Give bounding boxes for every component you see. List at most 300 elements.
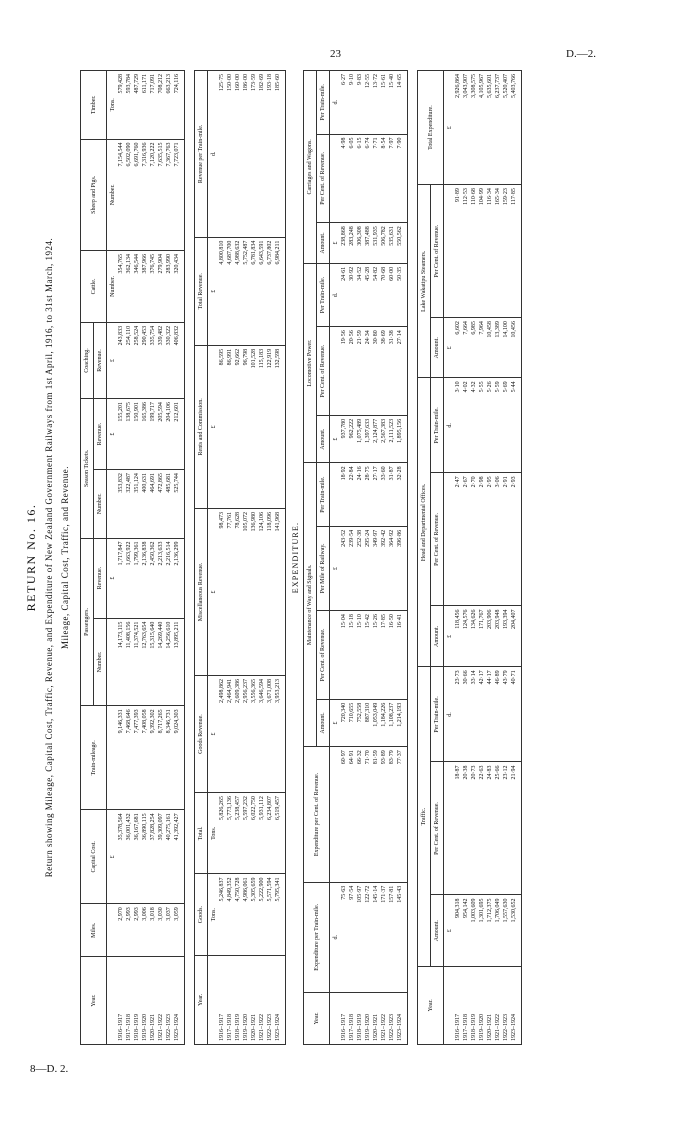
value-cell: 31·87 (388, 463, 396, 526)
value-cell: 5,246,837 (218, 874, 226, 955)
value-cell: 2,450,362 (149, 538, 157, 618)
col-year: Year. (81, 957, 107, 1045)
value-cell: 34·52 (356, 263, 364, 326)
value-cell: 6,502,090 (125, 139, 133, 250)
value-cell: 93·89 (380, 747, 388, 882)
value-cell: 27·14 (396, 327, 408, 416)
table-row (133, 71, 141, 1045)
value-cell: 7,367,763 (165, 139, 173, 250)
value-cell: 1,397,633 (364, 415, 372, 463)
value-cell: 14,256,610 (165, 618, 173, 706)
value-cell: 83·79 (388, 747, 396, 882)
value-cell: 2·67 (462, 473, 470, 606)
value-cell: 64·91 (348, 747, 356, 882)
unit-cell (444, 473, 455, 606)
value-cell: 78,628 (234, 508, 242, 675)
value-cell: 22·84 (348, 463, 356, 526)
value-cell: 21·94 (510, 762, 522, 895)
value-cell: 60·00 (388, 263, 396, 326)
value-cell: 92,662 (234, 345, 242, 508)
value-cell: 335,754 (149, 322, 157, 398)
col-maint-pct: Per Cent. of Revenue. (317, 611, 330, 700)
value-cell: 4,105,967 (478, 71, 486, 185)
value-cell: 1,108,237 (388, 699, 396, 747)
unit-cell: £ (107, 399, 118, 470)
value-cell: 5,403,766 (510, 71, 522, 185)
value-cell: 3·10 (454, 378, 462, 473)
value-cell: 15·04 (340, 611, 348, 700)
value-cell: 290,453 (141, 322, 149, 398)
year-cell: 1918–1919 (133, 957, 141, 1045)
mileage-capital-traffic-table (80, 70, 185, 1045)
col-year: Year. (418, 966, 444, 1044)
rotated-return-content (24, 70, 690, 1045)
table-row (348, 71, 356, 1045)
value-cell: 14,269,440 (157, 618, 165, 706)
value-cell: 8,346,731 (165, 706, 173, 810)
unit-cell: £ (107, 810, 118, 904)
year-cell: 1921–1922 (494, 966, 502, 1044)
value-cell: 1,075,489 (356, 415, 364, 463)
value-cell: 2,136,838 (141, 538, 149, 618)
year-cell: 1923–1924 (173, 957, 185, 1045)
value-cell: 5,795,341 (274, 874, 286, 955)
col-exp-pct-revenue: Expenditure per Cent. of Revenue. (304, 747, 330, 882)
year-cell: 1922–1923 (266, 955, 274, 1044)
value-cell: 24·83 (486, 762, 494, 895)
value-cell: 1,895,156 (396, 415, 408, 463)
col-exp-per-train-mile: Expenditure per Train-mile. (304, 882, 330, 992)
value-cell: 11,374,521 (133, 618, 141, 706)
col-loco-pct: Per Cent. of Revenue. (317, 327, 330, 416)
unit-row (107, 71, 118, 1045)
footer-reference: 8—D. 2. (30, 1063, 69, 1075)
value-cell: 1,706,049 (494, 895, 502, 966)
value-cell: 7·97 (388, 134, 396, 223)
year-cell: 1919–1920 (242, 955, 250, 1044)
value-cell: 7,477,393 (133, 706, 141, 810)
value-cell: 3,030 (157, 904, 165, 957)
value-cell: 98,473 (218, 508, 226, 675)
value-cell: 6,643,591 (258, 237, 266, 345)
value-cell: 2·70 (470, 473, 478, 606)
unit-cell (208, 955, 219, 1044)
value-cell: 14,173,115 (117, 618, 125, 706)
col-traffic-per-train-mile: Per Train-mile. (431, 667, 444, 762)
table-row (173, 71, 185, 1045)
value-cell: 155,201 (117, 399, 125, 470)
value-cell: 283,248 (348, 223, 356, 264)
value-cell: 171,767 (478, 606, 486, 667)
table-row (372, 71, 380, 1045)
value-cell: 4·02 (462, 378, 470, 473)
unit-cell: £ (444, 606, 455, 667)
unit-cell (444, 762, 455, 895)
value-cell: 185·60 (274, 71, 286, 238)
value-cell: 4,800,810 (218, 237, 226, 345)
value-cell: 13·72 (372, 71, 380, 135)
col-group-coaching: Coaching. (81, 322, 94, 398)
value-cell: 349·97 (372, 526, 380, 610)
unit-cell: d. (208, 71, 219, 238)
table-row (274, 71, 286, 1045)
value-cell: 30·80 (372, 327, 380, 416)
table-row (388, 71, 396, 1045)
value-cell: 7,316,936 (141, 139, 149, 250)
table4-body (444, 71, 522, 1045)
col-lake-amount: Amount. (431, 318, 444, 378)
col-goods-tons: Goods. (195, 874, 208, 955)
value-cell: 81·59 (372, 747, 380, 882)
value-cell: 173·59 (250, 71, 258, 238)
value-cell: 36,167,681 (133, 810, 141, 904)
value-cell: 203,948 (494, 606, 502, 667)
unit-cell (444, 185, 455, 318)
col-group-head-offices: Head and Departmental Offices. (418, 378, 431, 667)
unit-cell (330, 134, 341, 223)
table-row (234, 71, 242, 1045)
value-cell: 550,562 (396, 223, 408, 264)
col-passenger-number: Number. (94, 618, 107, 706)
value-cell: 5,238,457 (234, 793, 242, 874)
col-head-per-train-mile: Per Train-mile. (431, 378, 444, 473)
year-cell: 1921–1922 (157, 957, 165, 1045)
value-cell: 125·75 (218, 71, 226, 238)
table-row (502, 71, 510, 1045)
value-cell: 43·79 (502, 667, 510, 762)
value-cell: 531,935 (372, 223, 380, 264)
value-cell: 44·17 (486, 667, 494, 762)
year-cell: 1916–1917 (340, 992, 348, 1044)
value-cell: 579,428 (117, 71, 125, 140)
value-cell: 39,309,097 (157, 810, 165, 904)
value-cell: 2·47 (454, 473, 462, 606)
value-cell: 86,595 (218, 345, 226, 508)
value-cell: 7,408,058 (141, 706, 149, 810)
value-cell: 17·85 (380, 611, 388, 700)
table-row (340, 71, 348, 1045)
value-cell: 7,964 (478, 318, 486, 378)
year-cell: 1917–1918 (348, 992, 356, 1044)
value-cell: 105,072 (242, 508, 250, 675)
year-cell: 1917–1918 (125, 957, 133, 1045)
unit-cell: £ (330, 526, 341, 610)
value-cell: 1,799,361 (133, 538, 141, 618)
value-cell: 18·92 (340, 463, 348, 526)
unit-cell: d. (330, 263, 341, 326)
value-cell: 4,687,700 (226, 237, 234, 345)
value-cell: 6,691,760 (133, 139, 141, 250)
value-cell: 66·32 (356, 747, 364, 882)
value-cell: 962,222 (348, 415, 356, 463)
unit-cell: £ (208, 508, 219, 675)
value-cell: 23·12 (502, 762, 510, 895)
value-cell: 376,745 (149, 251, 157, 323)
value-cell: 9·10 (348, 71, 356, 135)
unit-cell: £ (444, 318, 455, 378)
unit-cell: £ (208, 345, 219, 508)
table-row (218, 71, 226, 1045)
unit-cell: d. (330, 71, 341, 135)
value-cell: 15·40 (388, 71, 396, 135)
return-subtitle: Mileage, Capital Cost, Traffic, and Revenue. (60, 465, 70, 650)
col-group-lake-steamers: Lake Wakatipu Steamers. (418, 185, 431, 378)
col-cattle: Cattle. (81, 251, 107, 323)
value-cell: 101,528 (250, 345, 258, 508)
col-group-maintenance: Maintenance of Way and Signals. (304, 463, 317, 747)
value-cell: 14,100 (502, 318, 510, 378)
year-cell: 1918–1919 (234, 955, 242, 1044)
value-cell: 1,712,375 (486, 895, 494, 966)
value-cell: 7,468,646 (125, 706, 133, 810)
value-cell: 165,386 (141, 399, 149, 470)
table-row (258, 71, 266, 1045)
unit-cell (330, 992, 341, 1044)
year-cell: 1917–1918 (462, 966, 470, 1044)
value-cell: 593,784 (125, 71, 133, 140)
value-cell: 12·55 (364, 71, 372, 135)
table-row (266, 71, 274, 1045)
goods-revenue-table (194, 70, 286, 1045)
col-head-pct: Per Cent. of Revenue. (431, 473, 444, 606)
value-cell: 322,487 (125, 470, 133, 538)
value-cell: 136,980 (250, 508, 258, 675)
value-cell: 18·87 (454, 762, 462, 895)
unit-cell (107, 706, 118, 810)
value-cell: 24·34 (364, 327, 372, 416)
table-row (157, 71, 165, 1045)
value-cell: 387,966 (141, 251, 149, 323)
col-maint-amount: Amount. (317, 699, 330, 747)
value-cell: 27·17 (372, 463, 380, 526)
value-cell: 40·71 (510, 667, 522, 762)
value-cell: 15·42 (364, 611, 372, 700)
value-cell: 2,993 (133, 904, 141, 957)
value-cell: 19·56 (340, 327, 348, 416)
value-cell: 37,828,254 (149, 810, 157, 904)
table2-body (208, 71, 286, 1045)
value-cell: 199,717 (149, 399, 157, 470)
value-cell: 60·97 (340, 747, 348, 882)
value-cell: 506,782 (380, 223, 388, 264)
value-cell: 112·53 (462, 185, 470, 318)
value-cell: 212,601 (173, 399, 185, 470)
value-cell: 4·32 (470, 378, 478, 473)
value-cell: 7·71 (372, 134, 380, 223)
unit-cell: £ (330, 223, 341, 264)
value-cell: 6·74 (364, 134, 372, 223)
year-cell: 1923–1924 (396, 992, 408, 1044)
value-cell: 611,171 (141, 71, 149, 140)
value-cell: 116·34 (486, 185, 494, 318)
value-cell: 5,826,265 (218, 793, 226, 874)
col-sheep-pigs: Sheep and Pigs. (81, 139, 107, 250)
value-cell: 12,763,654 (141, 618, 149, 706)
value-cell: 75·63 (340, 882, 348, 992)
value-cell: 9,392,302 (149, 706, 157, 810)
unit-cell (330, 463, 341, 526)
value-cell: 32·28 (396, 463, 408, 526)
value-cell: 36,001,432 (125, 810, 133, 904)
table-row (165, 71, 173, 1045)
value-cell: 5,931,112 (258, 793, 266, 874)
year-cell: 1922–1923 (388, 992, 396, 1044)
value-cell: 1,301,695 (478, 895, 486, 966)
value-cell: 20·73 (470, 762, 478, 895)
unit-cell (107, 904, 118, 957)
year-cell: 1918–1919 (356, 992, 364, 1044)
value-cell: 4,750,728 (234, 874, 242, 955)
value-cell: 182·69 (258, 71, 266, 238)
col-total-expenditure: Total Expenditure. (418, 71, 444, 185)
year-cell: 1920–1921 (250, 955, 258, 1044)
value-cell: 11,408,156 (125, 618, 133, 706)
year-cell: 1919–1920 (478, 966, 486, 1044)
value-cell: 354,765 (117, 251, 125, 323)
value-cell: 306,308 (356, 223, 364, 264)
col-group-carriages: Carriages and Wagons. (304, 71, 317, 264)
col-carr-amount: Amount. (317, 223, 330, 264)
value-cell: 6·15 (356, 134, 364, 223)
unit-cell (330, 747, 341, 882)
value-cell: 406,832 (173, 322, 185, 398)
value-cell: 5,773,136 (226, 793, 234, 874)
value-cell: 2·95 (486, 473, 494, 606)
value-cell: 252·38 (356, 526, 364, 610)
value-cell: 23·73 (454, 667, 462, 762)
unit-cell: £ (444, 71, 455, 185)
col-loco-amount: Amount. (317, 415, 330, 463)
year-cell: 1920–1921 (486, 966, 494, 1044)
year-cell: 1920–1921 (372, 992, 380, 1044)
value-cell: 283,990 (165, 251, 173, 323)
value-cell: 392·42 (380, 526, 388, 610)
value-cell: 21·59 (356, 327, 364, 416)
value-cell: 320,434 (173, 251, 185, 323)
value-cell: 752,558 (356, 699, 364, 747)
value-cell: 157·81 (388, 882, 396, 992)
table-row (250, 71, 258, 1045)
value-cell: 38·69 (380, 327, 388, 416)
value-cell: 15·18 (348, 611, 356, 700)
value-cell: 243·52 (340, 526, 348, 610)
value-cell: 1,003,609 (470, 895, 478, 966)
value-cell: 20·38 (462, 762, 470, 895)
value-cell: 124,576 (462, 606, 470, 667)
col-head-amount: Amount. (431, 606, 444, 667)
col-maint-per-train-mile: Per Train-mile. (317, 463, 330, 526)
value-cell: 2,956,237 (242, 675, 250, 792)
value-cell: 45·28 (364, 263, 372, 326)
unit-cell: £ (107, 322, 118, 398)
value-cell: 3,059 (173, 904, 185, 957)
value-cell: 4,849,352 (226, 874, 234, 955)
unit-row (208, 71, 219, 1045)
col-rents-commission: Rents and Commission. (195, 345, 208, 508)
value-cell: 205,594 (157, 399, 165, 470)
value-cell: 2,926,864 (454, 71, 462, 185)
col-total-tons: Total. (195, 793, 208, 874)
table-row (470, 71, 478, 1045)
value-cell: 5,305,659 (250, 874, 258, 955)
value-cell: 15·26 (372, 611, 380, 700)
value-cell: 9,024,303 (173, 706, 185, 810)
value-cell: 22·63 (478, 762, 486, 895)
value-cell: 6·27 (340, 71, 348, 135)
value-cell: 254,110 (125, 322, 133, 398)
unit-cell (107, 618, 118, 706)
return-header (24, 70, 71, 1045)
value-cell: 6·05 (348, 134, 356, 223)
unit-cell: Number. (107, 139, 118, 250)
value-cell: 2,124,877 (372, 415, 380, 463)
value-cell: 33·14 (470, 667, 478, 762)
value-cell: 535,631 (388, 223, 396, 264)
expenditure-maintenance-table (303, 70, 408, 1045)
table-row (364, 71, 372, 1045)
value-cell: 400,631 (141, 470, 149, 538)
value-cell: 2,464,941 (226, 675, 234, 792)
value-cell: 239·54 (348, 526, 356, 610)
value-cell: 396·86 (396, 526, 408, 610)
unit-cell (330, 327, 341, 416)
col-carr-per-train-mile: Per Train-mile. (317, 71, 330, 135)
value-cell: 5,571,594 (266, 874, 274, 955)
value-cell: 1,557,630 (502, 895, 510, 966)
value-cell: 1,530,652 (510, 895, 522, 966)
value-cell: 904,318 (454, 895, 462, 966)
value-cell: 30·92 (348, 263, 356, 326)
col-season-number: Number. (94, 470, 107, 538)
year-cell: 1917–1918 (226, 955, 234, 1044)
value-cell: 42·17 (478, 667, 486, 762)
value-cell: 708,212 (157, 71, 165, 140)
value-cell: 41,392,427 (173, 810, 185, 904)
col-year: Year. (195, 955, 208, 1044)
value-cell: 5·44 (510, 378, 522, 473)
page-number: 23 (330, 48, 341, 60)
unit-cell: Number. (107, 251, 118, 323)
value-cell: 1,214,193 (396, 699, 408, 747)
value-cell: 2,609,386 (234, 675, 242, 792)
value-cell: 160·00 (234, 71, 242, 238)
value-cell: 954,142 (462, 895, 470, 966)
value-cell: 6,984,211 (274, 237, 286, 345)
value-cell: 2,213,633 (157, 538, 165, 618)
value-cell: 10,458 (486, 318, 494, 378)
col-passenger-revenue: Revenue. (94, 538, 107, 618)
year-cell: 1919–1920 (364, 992, 372, 1044)
unit-cell: d. (330, 882, 341, 992)
value-cell: 7·90 (396, 134, 408, 223)
unit-cell: Tons. (208, 793, 219, 874)
value-cell: 937,780 (340, 415, 348, 463)
col-goods-revenue: Goods Revenue. (195, 675, 208, 792)
value-cell: 5·55 (478, 378, 486, 473)
value-cell: 6,519,457 (274, 793, 286, 874)
unit-cell: £ (107, 538, 118, 618)
col-capital-cost: Capital Cost. (81, 810, 107, 904)
value-cell: 487,729 (133, 71, 141, 140)
col-group-traffic: Traffic. (418, 667, 431, 966)
value-cell: 7,664 (462, 318, 470, 378)
expenditure-heading: EXPENDITURE. (291, 521, 300, 594)
value-cell: 351,124 (133, 470, 141, 538)
value-cell: 141,968 (274, 508, 286, 675)
value-cell: 2·91 (502, 473, 510, 606)
year-cell: 1920–1921 (149, 957, 157, 1045)
value-cell: 124,106 (258, 508, 266, 675)
